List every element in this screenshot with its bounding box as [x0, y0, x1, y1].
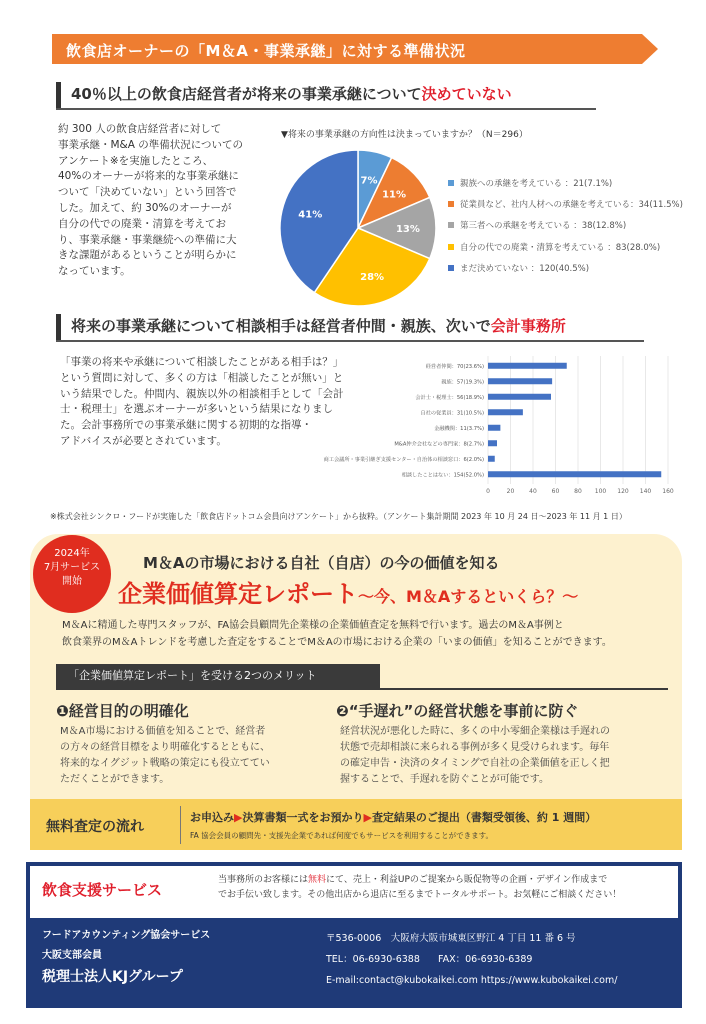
promo-title: 企業価値算定レポート～今、M＆Aするといくら？～ — [118, 580, 579, 608]
pie-chart-title: ▼将来の事業承継の方向性は決まっていますか？（N＝296） — [281, 130, 528, 140]
bar-tick-label: 40 — [529, 488, 537, 495]
bar-0 — [488, 363, 567, 369]
page-title: 飲食店オーナーの「M＆A・事業承継」に対する準備状況 — [66, 42, 466, 60]
bar-5 — [488, 440, 497, 446]
arrow-right-icon: ▶ — [363, 811, 372, 824]
bar-chart — [323, 352, 688, 502]
phone: TEL：06-6930-6388 — [326, 954, 420, 965]
merit2-body: 経営状況が悪化した時に、多くの中小零細企業様は手遅れの 状態で売却相談に来られる事例が多く見受けられます。毎年 の確定申告・決済のタイミングで自社の企業価値を正しく把 握することで、手遅れを防ぐことが可能です。 — [340, 726, 610, 785]
bar-tick-label: 80 — [574, 488, 582, 495]
pie-legend — [448, 172, 683, 278]
section2-heading: 将来の事業承継について相談相手は経営者仲間・親族、次いで会計事務所 — [56, 314, 566, 340]
bar-tick-label: 100 — [594, 488, 607, 495]
merit-heading: 「企業価値算定レポート」を受ける2つのメリット — [56, 664, 380, 688]
survey-footnote: ※株式会社シンクロ・フードが実施した「飲食店ドットコム会員向けアンケート」から抜粋。（アンケート集計期間 2023 年 10 月 24 日～2023 年 11 月 1 日） — [50, 512, 627, 521]
legend-item: 親族への承継を考えている ：21(7.1%) — [448, 172, 683, 193]
pie-slice-label: 11% — [382, 189, 407, 201]
bar-category-label: 親族：57(19.3%) — [441, 379, 484, 386]
bar-tick-label: 140 — [639, 488, 652, 495]
section2-underline — [56, 340, 644, 342]
footer — [26, 862, 682, 1008]
service-start-badge: 2024年 7月サービス 開始 — [33, 535, 111, 613]
contact-link[interactable]: E-mail:contact@kubokaikei.com https://www.kubokaikei.com/ — [326, 975, 618, 986]
title-banner — [52, 34, 658, 64]
bar-7 — [488, 471, 661, 477]
pie-slice-label: 41% — [298, 209, 323, 221]
legend-item: 従業員など、社内人材への承継を考えている：34(11.5%) — [448, 193, 683, 214]
footer-service-title: 飲食支援サービス — [42, 881, 163, 899]
bar-tick-label: 120 — [617, 488, 629, 495]
bar-category-label: 金融機関：11(3.7%) — [434, 425, 484, 432]
section1-body: 約 300 人の飲食店経営者に対して 事業承継・M&A の準備状況についての アンケート※を実施したところ、 40%のオーナーが将来的な事業承継に ついて「決めていない」という回答で した。加えて、約 30%のオーナーが 自分の代での廃業・清算を考えてお り、事業承継・事業継続への準備に大 きな課題があるということが明らかに なっています。 — [58, 123, 244, 278]
bar-tick-label: 20 — [506, 488, 515, 495]
bar-category-label: 商工会議所・事業引継ぎ支援センター・自治体の相談窓口：6(2.0%) — [323, 456, 484, 463]
bar-category-label: M&A仲介会社などの専門家：8(2.7%) — [394, 441, 484, 448]
flow-steps: お申込み▶決算書類一式をお預かり▶査定結果のご提出（書類受領後、約 1 週間） — [190, 811, 597, 824]
merit-underline — [56, 688, 668, 690]
bar-3 — [488, 409, 523, 415]
promo-subtitle: M＆Aの市場における自社（自店）の今の価値を知る — [143, 554, 500, 572]
promo-description: M＆Aに精通した専門スタッフが、FA協会員顧問先企業様の企業価値査定を無料で行います。過去のM＆A事例と 飲食業界のM＆Aトレンドを考慮した査定をすることでM＆Aの市場における企業の「いまの価値」を知ることができます。 — [62, 620, 612, 648]
bar-tick-label: 160 — [662, 488, 674, 495]
section1-heading: 40％以上の飲食店経営者が将来の事業承継について決めていない — [56, 82, 512, 108]
bar-category-label: 自社の従業員：31(10.5%) — [420, 410, 484, 417]
legend-item: まだ決めていない ：120(40.5%) — [448, 257, 683, 278]
merit2-title: ❷“手遅れ”の経営状態を事前に防ぐ — [336, 702, 579, 720]
bar-4 — [488, 425, 500, 431]
flow-divider — [180, 806, 181, 844]
pie-slice-label: 7% — [360, 175, 378, 187]
bar-category-label: 経営者仲間：70(23.6%) — [425, 363, 484, 370]
footer-note: 当事務所のお客様には無料にて、売上・利益UPのご提案から販促物等の企画・デザイン作成まで でお手伝い致します。その他出店から退店に至るまでトータルサポート。お気軽にご相談ください！ — [218, 875, 622, 900]
footer-organization: フードアカウンティング協会サービス 大阪支部会員 税理士法人KJグループ — [42, 930, 211, 985]
pie-slice-label: 13% — [395, 224, 420, 235]
bar-1 — [488, 378, 552, 384]
arrow-right-icon: ▶ — [234, 811, 243, 824]
footer-contact — [326, 928, 617, 991]
pie-chart — [278, 148, 438, 308]
merit1-title: ❶経営目的の明確化 — [56, 702, 189, 720]
section1-underline — [56, 108, 596, 110]
pie-slice-label: 28% — [360, 271, 385, 283]
flow-note: FA 協会会員の顧問先・支援先企業であれば何度でもサービスを利用することができます。 — [190, 831, 494, 840]
legend-item: 自分の代での廃業・清算を考えている ：83(28.0%) — [448, 236, 683, 257]
merit1-body: M＆A市場における価値を知ることで、経営者 の方々の経営目標をより明確化するとともに、 将来的なイグジット戦略の策定にも役立ててい ただくことができます。 — [60, 726, 270, 785]
bar-tick-label: 60 — [551, 488, 560, 495]
bar-category-label: 会計士・税理士：56(18.9%) — [415, 394, 484, 401]
address: 〒536-0006 大阪府大阪市城東区野江 4 丁目 11 番 6 号 — [326, 933, 576, 944]
bar-tick-label: 0 — [486, 488, 490, 495]
section2-body: 「事業の将来や承継について相談したことがある相手は？」 という質問に対して、多くの方は「相談したことが無い」と いう結果でした。仲間内、親族以外の相談相手として「会計 士・税理士」を選ぶオーナーが多いという結果になりまし た。会計事務所での事業承継に関する初期的な指導・ アドバイスが必要とされています。 — [60, 356, 344, 447]
bar-category-label: 相談したことはない：154(52.0%) — [401, 472, 484, 479]
bar-2 — [488, 394, 551, 400]
bar-6 — [488, 456, 495, 462]
legend-item: 第三者への承継を考えている ：38(12.8%) — [448, 215, 683, 236]
flow-label: 無料査定の流れ — [46, 819, 144, 835]
fax: FAX：06-6930-6389 — [438, 954, 533, 965]
